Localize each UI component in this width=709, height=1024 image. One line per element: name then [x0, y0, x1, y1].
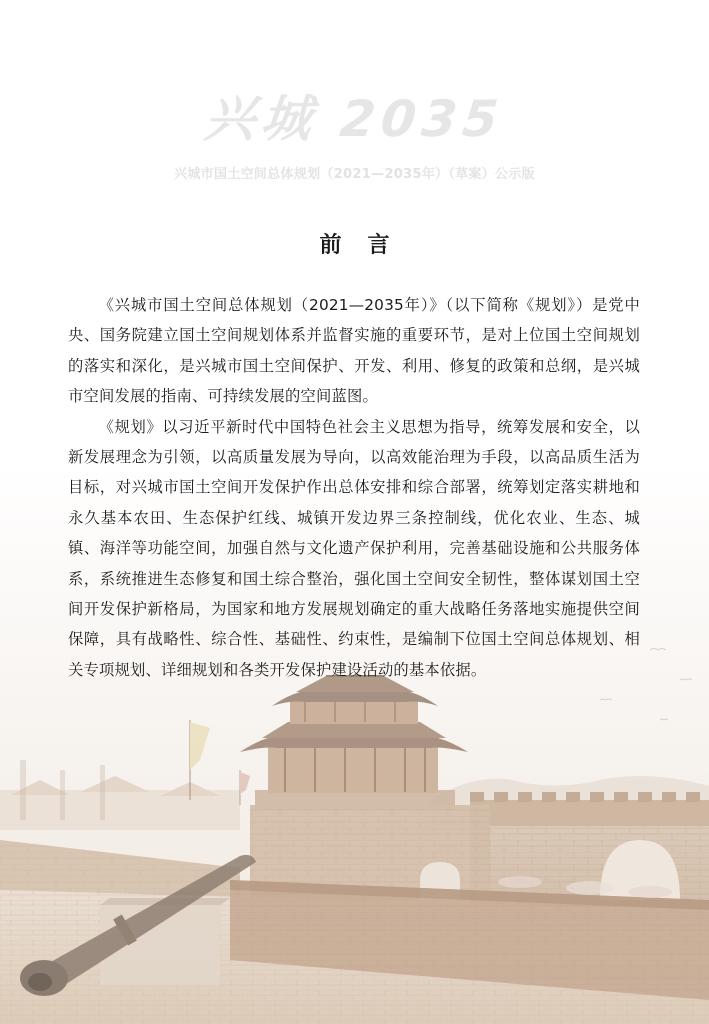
paragraph-2: 《规划》以习近平新时代中国特色社会主义思想为指导，统筹发展和安全，以新发展理念为引领，以高质量发展为导向，以高效能治理为手段，以高品质生活为目标，对兴城市国土空间开发保护作出总体安排和综合部署，统筹划定落实耕地和永久基本农田、生态保护红线、城镇开发边界三条控制线，优化农业、生态、城镇、海洋等功能空间，加强自然与文化遗产保护利用，完善基础设施和公共服务体系，系统推进生态修复和国土综合整治，强化国土空间安全韧性，整体谋划国土空间开发保护新格局，为国家和地方发展规划确定的重大战略任务落地实施提供空间保障，具有战略性、综合性、基础性、约束性，是编制下位国土空间总体规划、相关专项规划、详细规划和各类开发保护建设活动的基本依据。	[68, 417, 640, 679]
document-subtitle: 兴城市国土空间总体规划（2021—2035年）（草案）公示版	[174, 167, 535, 182]
watermark-title: 兴城 2035	[202, 90, 507, 148]
section-title: 前言	[319, 233, 416, 258]
paragraph-1: 《兴城市国土空间总体规划（2021—2035年）》（以下简称《规划》）是党中央、国务院建立国土空间规划体系并监督实施的重要环节，是对上位国土空间规划的落实和深化，是兴城市国土空间保护、开发、利用、修复的政策和总纲，是兴城市空间发展的指南、可持续发展的空间蓝图。	[68, 296, 640, 406]
header-watermark	[0, 84, 709, 154]
preface-body	[68, 290, 640, 685]
